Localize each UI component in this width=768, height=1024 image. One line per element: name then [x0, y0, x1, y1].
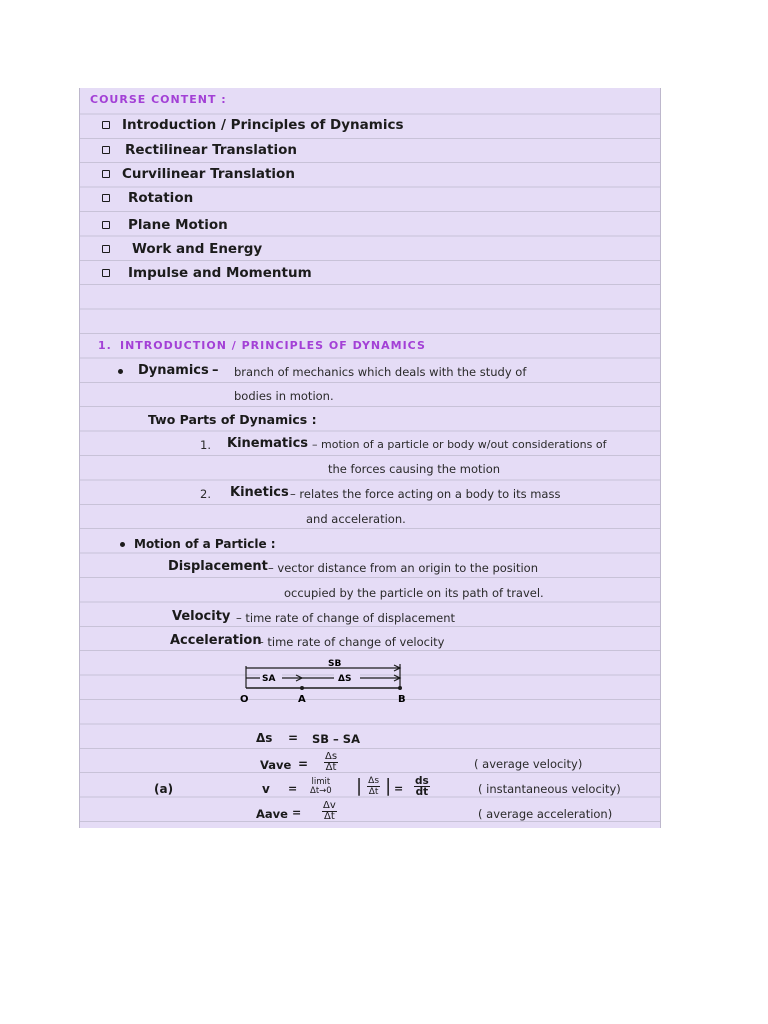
definition-text: – motion of a particle or body w/out considerations of — [312, 438, 607, 451]
displacement-diagram — [230, 658, 430, 706]
course-content-heading: COURSE CONTENT : — [90, 93, 227, 106]
fraction — [324, 752, 338, 773]
note-average-velocity: ( average velocity) — [474, 757, 583, 771]
eq-sign: = — [288, 782, 298, 795]
definition-text: – vector distance from an origin to the position — [268, 561, 539, 575]
numerator: ds — [415, 775, 429, 787]
checkbox-icon — [102, 121, 110, 129]
course-item: Rectilinear Translation — [125, 142, 297, 158]
point-a — [300, 686, 304, 690]
note-average-acceleration: ( average acceleration) — [478, 807, 613, 821]
bullet-icon — [120, 542, 125, 547]
course-item: Curvilinear Translation — [122, 166, 295, 182]
section-number: 1. — [98, 339, 112, 352]
eq-aave-lhs: Aave — [256, 807, 288, 821]
term-displacement: Displacement — [168, 559, 268, 574]
checkbox-icon — [102, 221, 110, 229]
abs-fraction: | $\frac{\Delta s}{\Delta t}$ | — [356, 775, 392, 797]
numerator: Δv — [323, 800, 336, 811]
course-item: Impulse and Momentum — [128, 265, 312, 281]
eq-sign: = — [298, 757, 309, 771]
denominator: Δt — [324, 811, 335, 822]
denominator: Δt — [368, 787, 379, 797]
eq-sign: = — [394, 782, 404, 795]
definition-text: – relates the force acting on a body to its mass — [290, 487, 561, 501]
definition-text: – time rate of change of displacement — [236, 611, 456, 625]
course-item: Work and Energy — [132, 241, 263, 257]
course-item: Rotation — [128, 190, 194, 206]
term-dynamics: Dynamics — [138, 363, 209, 378]
fraction — [367, 776, 380, 797]
definition-text: bodies in motion. — [234, 389, 334, 403]
label-o: O — [240, 694, 249, 705]
eq-v-lhs: v — [262, 782, 270, 796]
limit-word: limit — [311, 776, 331, 787]
checkbox-icon — [102, 146, 110, 154]
eq-sign: = — [292, 806, 302, 819]
numerator: Δs — [325, 751, 338, 762]
eq-sign: = — [288, 731, 299, 745]
label-sa: SA — [262, 674, 276, 684]
label-b: B — [398, 694, 406, 705]
list-number: 1. — [200, 438, 211, 452]
fraction-ds-dt-derivative — [414, 776, 430, 797]
course-item: Introduction / Principles of Dynamics — [122, 117, 404, 133]
checkbox-icon — [102, 170, 110, 178]
limit-block — [310, 776, 332, 796]
eq-ds-rhs: SB – SA — [312, 732, 360, 746]
checkbox-icon — [102, 245, 110, 253]
notebook-page — [79, 88, 661, 828]
term-kinetics: Kinetics — [230, 485, 289, 500]
motion-heading: Motion of a Particle : — [134, 537, 276, 551]
label-a: A — [298, 694, 306, 705]
term-velocity: Velocity — [172, 609, 231, 624]
denominator: dt — [415, 786, 429, 798]
definition-text: branch of mechanics which deals with the study of — [234, 365, 527, 379]
course-item: Plane Motion — [128, 217, 228, 233]
label-sb: SB — [328, 659, 342, 669]
two-parts-heading: Two Parts of Dynamics : — [148, 412, 317, 427]
definition-text: occupied by the particle on its path of travel. — [284, 586, 544, 600]
list-number: 2. — [200, 487, 211, 501]
fraction — [414, 776, 430, 797]
denominator: Δt — [325, 762, 337, 773]
limit-subscript: Δt→0 — [310, 785, 332, 796]
checkbox-icon — [102, 194, 110, 202]
numerator: Δs — [368, 776, 380, 786]
definition-text: – time rate of change of velocity — [258, 635, 445, 649]
fraction-ds-dt — [324, 752, 338, 773]
checkbox-icon — [102, 269, 110, 277]
bullet-icon — [118, 369, 123, 374]
term-kinematics: Kinematics — [227, 436, 309, 451]
equation-label: (a) — [154, 782, 174, 796]
definition-text: the forces causing the motion — [328, 462, 501, 476]
point-b — [398, 686, 402, 690]
label-ds: ΔS — [338, 674, 352, 684]
term-acceleration: Acceleration — [170, 633, 262, 648]
fraction-dv-dt — [322, 801, 337, 822]
fraction — [322, 801, 337, 822]
section-heading: INTRODUCTION / PRINCIPLES OF DYNAMICS — [120, 339, 426, 352]
note-instantaneous-velocity: ( instantaneous velocity) — [478, 782, 621, 796]
eq-ds-lhs: Δs — [256, 731, 273, 745]
definition-text: and acceleration. — [306, 512, 406, 526]
limit — [310, 778, 332, 796]
eq-vave-lhs: Vave — [260, 758, 292, 772]
dash: – — [212, 363, 219, 378]
